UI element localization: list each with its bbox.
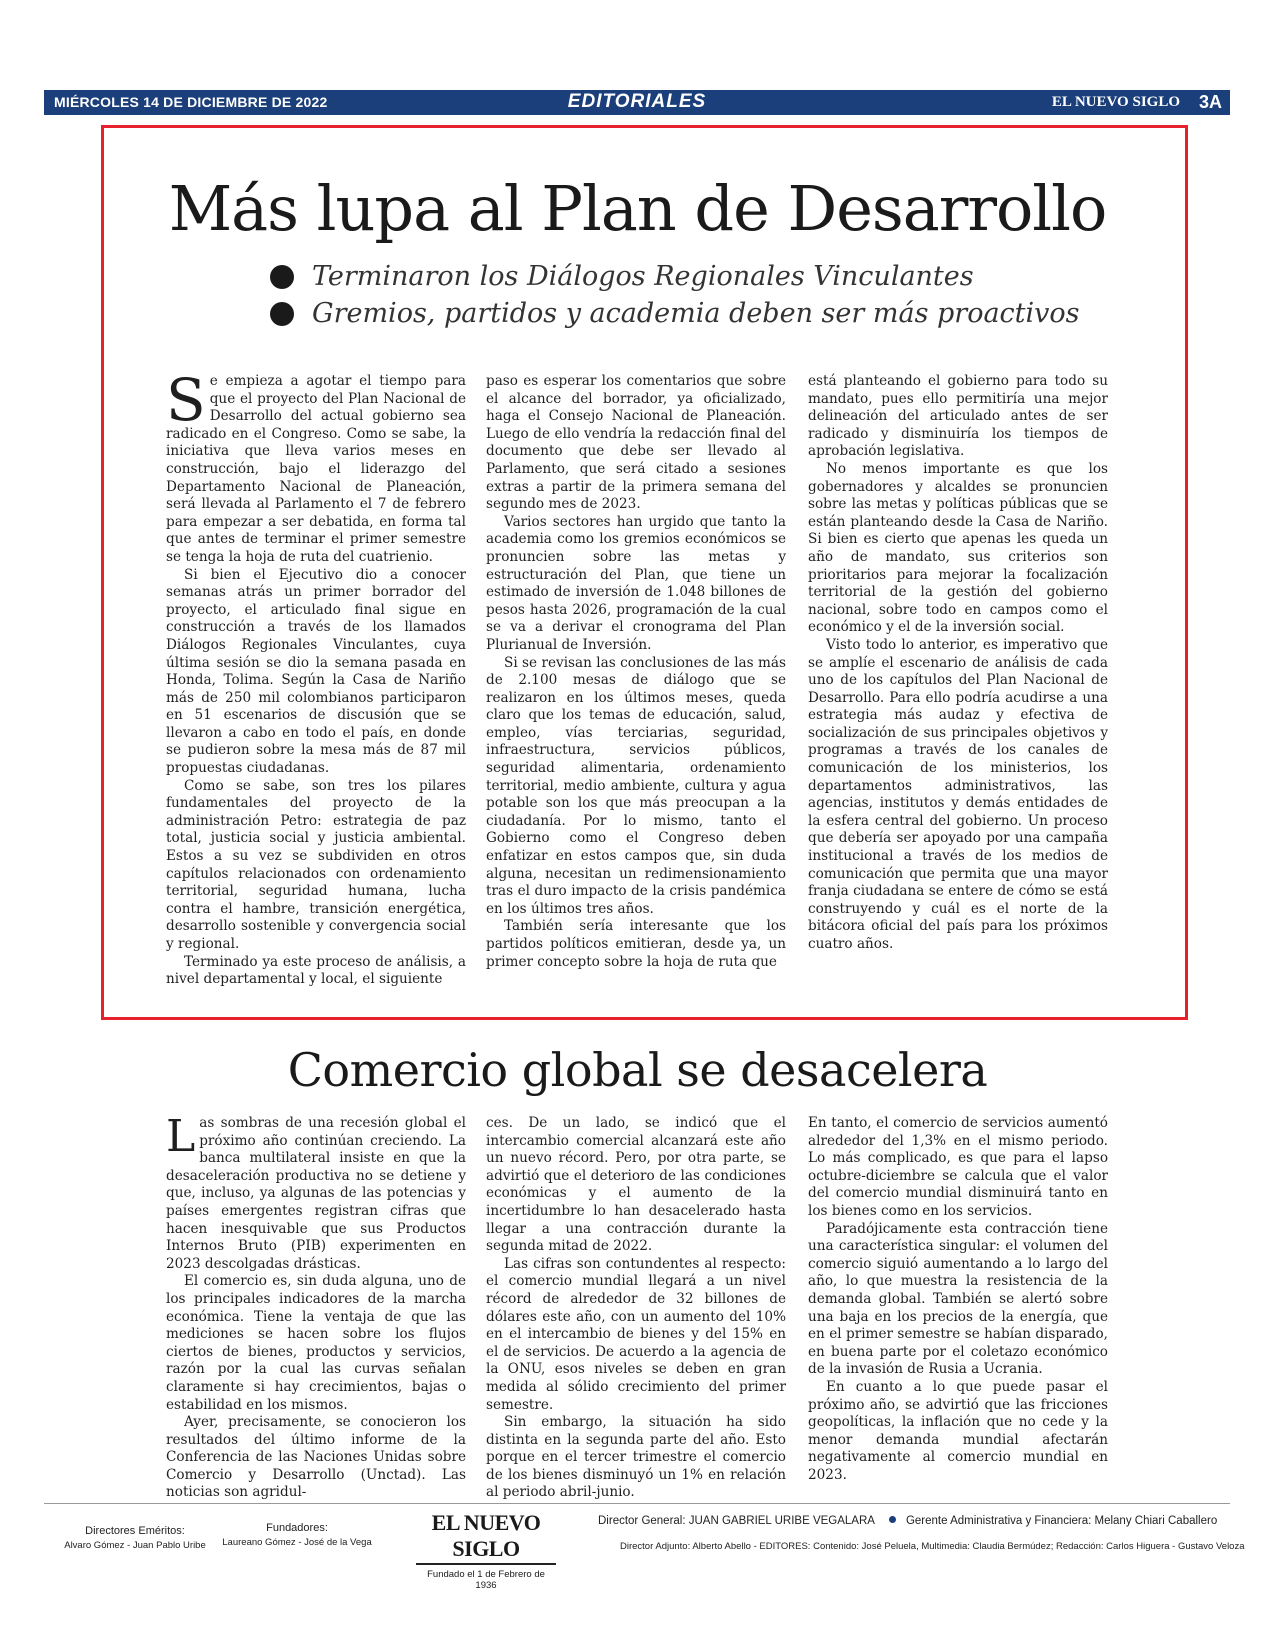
paragraph: Ayer, precisamente, se conocieron los resultados del último informe de la Conferencia de las Naciones Unidas sobre Comercio y Desarrollo (Unctad). Las noticias son agridul- (166, 1414, 466, 1501)
bullet-icon (270, 302, 294, 326)
paragraph: Paradójicamente esta contracción tiene una característica singular: el volumen del comercio siguió aumentando a lo largo del año, lo que muestra la resistencia de la demanda global. También se alertó sobre una baja en los precios de la energía, que en el primer semestre se habían disparado, en buena parte por el coletazo económico de la invasión de Rusia a Ucrania. (808, 1220, 1108, 1378)
paragraph: ces. De un lado, se indicó que el intercambio comercial alcanzará este año un nuevo récord. Pero, por otra parte, se advirtió que el deterioro de las condiciones económicas y el aumento de la incertidumbre lo han desacelerado hasta llegar a una contracción durante la segunda mitad de 2022. (486, 1115, 786, 1255)
paragraph: En tanto, el comercio de servicios aumentó alrededor del 1,3% en el mismo periodo. Lo más complicado, es que para el lapso octubre-diciembre se calcula que el valor del comercio mundial disminuirá tanto en los bienes como en los servicios. (808, 1115, 1108, 1219)
paragraph: El comercio es, sin duda alguna, uno de los principales indicadores de la marcha económica. Tiene la ventaja de que las mediciones se hacen sobre los flujos ciertos de bienes, productos y servicios, razón por la cual las curvas señalan claramente si hay crecimientos, bajas o estabilidad en los mismos. (166, 1273, 466, 1413)
paragraph: Si bien el Ejecutivo dio a conocer semanas atrás un primer borrador del proyecto, el articulado final sigue en construcción a través de los llamados Diálogos Regionales Vinculantes, cuya última sesión se dio la semana pasada en Honda, Tolima. Según la Casa de Nariño más de 250 mil colombianos participaron en 51 escenarios de discusión que se llevaron a cabo en todo el país, en donde se pudieron sobre la mesa más de 87 mil propuestas ciudadanas. (166, 566, 466, 777)
paragraph: paso es esperar los comentarios que sobre el alcance del borrador, ya oficializado, haga el Consejo Nacional de Planeación. Luego de ello vendría la redacción final del documento que debe ser llevado al Parlamento, que será citado a sesiones extras a partir de la primera semana del segundo mes de 2023. (486, 373, 786, 513)
paragraph: Visto todo lo anterior, es imperativo que se amplíe el escenario de análisis de cada uno de los capítulos del Plan Nacional de Desarrollo. Para ello podría acudirse a una estrategia más audaz y efectiva de socialización de sus principales objetivos y programas a través de los canales de comunicación de los ministerios, los departamentos administrativos, las agencias, institutos y demás entidades de la esfera central del gobierno. Un proceso que debería ser apoyado por una campaña institucional a través de los medios de comunicación que permita que una mayor franja ciudadana se entere de cómo se está construyendo y cuál es el norte de la bitácora oficial del país para los próximos cuatro años. (808, 636, 1108, 952)
paragraph: Si se revisan las conclusiones de las más de 2.100 mesas de diálogo que se realizaron en los últimos meses, queda claro que los temas de educación, salud, empleo, vías terciarias, seguridad, infraestructura, servicios públicos, seguridad alimentaria, ordenamiento territorial, medio ambiente, cultura y agua potable son los que más preocupan a la ciudadanía. Por lo mismo, tanto el Gobierno como el Congreso deben enfatizar en estos campos que, sin duda alguna, necesitan un redimensionamiento tras el duro impacto de la crisis pandémica en los últimos tres años. (486, 654, 786, 917)
founders-label: Fundadores: (266, 1522, 328, 1534)
footer-divider (44, 1503, 1230, 1504)
founded-date: Fundado el 1 de Febrero de 1936 (427, 1569, 545, 1591)
editorial-column-2 (486, 373, 786, 971)
footer-directors (60, 1525, 210, 1551)
drop-cap: S (166, 366, 206, 434)
founders-names: Laureano Gómez - José de la Vega (222, 1537, 372, 1548)
paragraph: No menos importante es que los gobernadores y alcaldes se pronuncien sobre las metas y políticas públicas que se están planteando desde la Casa de Nariño. Si bien es cierto que apenas les queda un año de mandato, sus criterios son prioritarios para mejorar la focalización territorial de la gestión del gobierno nacional, sobre todo en campos como el económico y el de la inversión social. (808, 460, 1108, 636)
paragraph: Las cifras son contundentes al respecto: el comercio mundial llegará a un nivel récord de alrededor de 32 billones de dólares este año, con un aumento del 10% en el intercambio de bienes y del 15% en el de servicios. De acuerdo a la agencia de la ONU, esos niveles se deben en gran medida al sólido crecimiento del primer semestre. (486, 1255, 786, 1413)
editorial-subheads (270, 258, 1080, 332)
section-title: EDITORIALES (567, 91, 707, 112)
footer-staff: Director Adjunto: Alberto Abello - EDITORES: Contenido: José Peluela, Multimedia: Claudia Bermúdez; Redacción: Carlos Higuera - Gustavo Veloza (620, 1541, 1245, 1552)
article2-column-1 (166, 1111, 466, 1502)
subhead-text: Gremios, partidos y academia deben ser más proactivos (312, 298, 1080, 329)
drop-cap: L (166, 1111, 196, 1162)
paragraph: También sería interesante que los partidos políticos emitieran, desde ya, un primer concepto sobre la hoja de ruta que (486, 918, 786, 970)
paragraph-text: e empieza a agotar el tiempo para que el proyecto del Plan Nacional de Desarrollo del actual gobierno sea radicado en el Congreso. Como se sabe, la iniciativa que lleva varios meses en construcción, bajo el liderazgo del Departamento Nacional de Planeación, será llevada al Parlamento el 7 de febrero para empezar a ser debatida, en forma tal que antes de terminar el primer semestre se tenga la hoja de ruta del cuatrienio. (166, 373, 466, 565)
bullet-icon (270, 265, 294, 289)
editorial-column-3 (808, 373, 1108, 954)
editorial-headline: Más lupa al Plan de Desarrollo (168, 172, 1107, 245)
editorial-column-1 (166, 366, 466, 989)
paragraph-text: as sombras de una recesión global el próximo año continúan creciendo. La banca multilateral insiste en que la desaceleración productiva no se detiene y que, incluso, ya algunas de las potencias y países emergentes registran cifras que hacen inesquivable que sus Productos Internos Bruto (PIB) experimenten en 2023 descolgadas drásticas. (166, 1115, 466, 1272)
paragraph: Terminado ya este proceso de análisis, a nivel departamental y local, el siguiente (166, 953, 466, 988)
paragraph (166, 366, 466, 567)
footer-management (598, 1515, 1217, 1527)
subhead-item (270, 295, 1080, 332)
masthead-name: EL NUEVO SIGLO (1051, 94, 1180, 110)
administrative-manager: Gerente Administrativa y Financiera: Melany Chiari Caballero (905, 1515, 1218, 1527)
paragraph: En cuanto a lo que puede pasar el próximo año, se advirtió que las fricciones geopolíticas, la inflación que no cede y la menor demanda mundial afectarán negativamente al comercio mundial en 2023. (808, 1378, 1108, 1483)
footer-founders (222, 1522, 372, 1548)
paragraph: Varios sectores han urgido que tanto la academia como los gremios económicos se pronuncien sobre las metas y estructuración del Plan, que tiene un estimado de inversión de 1.048 billones de pesos hasta 2026, programación de la cual se va a derivar el cronograma del Plan Plurianual de Inversión. (486, 513, 786, 653)
article2-headline: Comercio global se desacelera (287, 1043, 988, 1097)
subhead-text: Terminaron los Diálogos Regionales Vinculantes (312, 261, 974, 292)
paragraph: está planteando el gobierno para todo su mandato, pues ello permitiría una mejor delineación del articulado antes de ser radicado y disminuiría los tiempos de aprobación legislativa. (808, 373, 1108, 460)
page-header-bar (44, 90, 1230, 115)
directors-label: Directores Eméritos: (85, 1525, 185, 1537)
footer-logo-name: EL NUEVO SIGLO (416, 1510, 556, 1565)
director-general: Director General: JUAN GABRIEL URIBE VEGALARA (598, 1515, 875, 1527)
article2-column-2 (486, 1115, 786, 1502)
paragraph: Sin embargo, la situación ha sido distinta en la segunda parte del año. Esto porque en el tercer trimestre el comercio de los bienes disminuyó un 1% en relación al periodo abril-junio. (486, 1414, 786, 1501)
directors-names: Alvaro Gómez - Juan Pablo Uribe (64, 1540, 206, 1551)
issue-date: MIÉRCOLES 14 DE DICIEMBRE DE 2022 (54, 94, 328, 110)
article2-column-3 (808, 1115, 1108, 1484)
page-number: 3A (1198, 92, 1222, 112)
subhead-item (270, 258, 1080, 295)
footer-logo (416, 1510, 556, 1591)
bullet-icon (889, 1516, 896, 1523)
paragraph (166, 1111, 466, 1273)
paragraph: Como se sabe, son tres los pilares fundamentales del proyecto de la administración Petro: estrategia de paz total, justicia social y justicia ambiental. Estos a su vez se subdividen en otros capítulos relacionados con ordenamiento territorial, seguridad humana, lucha contra el hambre, transición energética, desarrollo sostenible y convergencia social y regional. (166, 777, 466, 952)
